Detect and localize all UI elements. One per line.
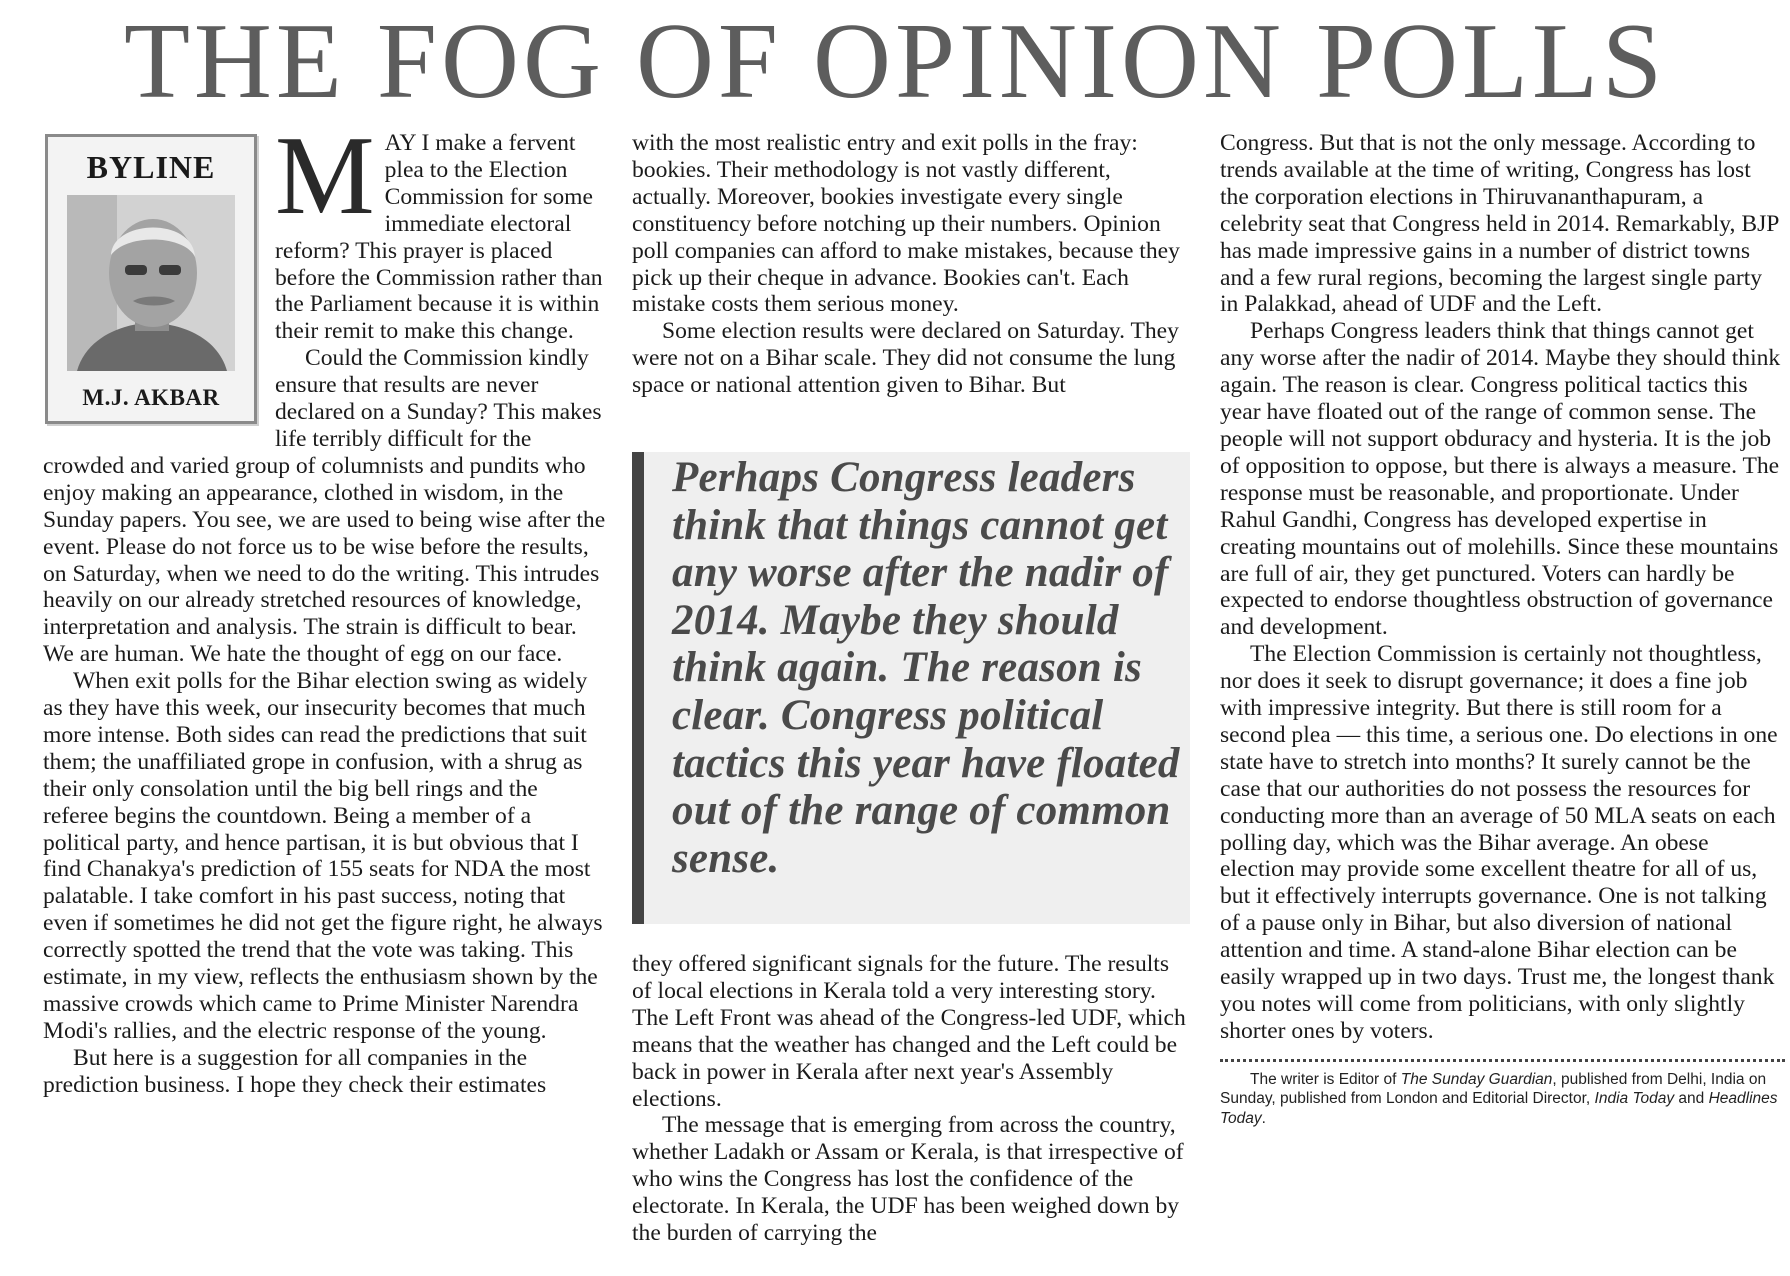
paragraph: they offered significant signals for the future. The results of local elections in Kerala told a very interesting story. The Left Front was ahead of the Congress-led UDF, which means that the weather has changed and the Left could be back in power in Kerala after next year's Assembly elections.: [632, 951, 1186, 1112]
paragraph: But here is a suggestion for all companies in the prediction business. I hope they check their estimates: [43, 1044, 547, 1098]
paragraph: The message that is emerging from across the country, whether Ladakh or Assam or Kerala, is that irrespective of who wins the Congress has lost the confidence of the electorate. In Kerala, the UDF has been weighed down by the burden of carrying the: [632, 1112, 1184, 1247]
footnote-text: and: [1674, 1090, 1709, 1108]
article-title: THE FOG OF OPINION POLLS: [123, 2, 1667, 121]
footnote-text: , published from Delhi, India on Sunday, published from London and Editorial Director,: [1220, 1070, 1767, 1108]
publication-name: India Today: [1594, 1090, 1675, 1108]
author-photo: [67, 195, 235, 371]
footnote-text: .: [1261, 1109, 1266, 1127]
paragraph: Perhaps Congress leaders think that things cannot get any worse after the nadir of 2014. Maybe they should think again. The reason is clear. Congress political tactics this year have floated out of the range of common sense. The people will not support obduracy and hysteria. It is the job of opposition to oppose, but there is always a measure. The response must be reasonable, and proportionate. Under Rahul Gandhi, Congress has developed expertise in creating mountains out of molehills. Since these mountains are full of air, they get punctured. Voters can hardly be expected to endorse thoughtless obstruction of governance and development.: [1220, 318, 1781, 641]
byline-box: [45, 134, 257, 424]
column-2-bottom: [632, 951, 1192, 1247]
paragraph: Some election results were declared on Saturday. They were not on a Bihar scale. They did not consume the lung space or national attention given to Bihar. But: [632, 318, 1179, 399]
publication-name: The Sunday Guardian: [1400, 1070, 1553, 1088]
pull-quote: Perhaps Congress leaders think that things cannot get any worse after the nadir of 2014. Maybe they should think again. The reason is clear. Congress political tactics this year have floated out of the range of common sense.: [632, 452, 1190, 924]
author-portrait-image: [67, 195, 235, 371]
paragraph-text: AY I make a fervent plea to the Election Commission for some immediate electoral reform? This prayer is placed before the Commission rather than the Parliament because it is within their remit to make this change.: [275, 130, 603, 345]
column-1: [43, 114, 608, 1099]
author-name: M.J. AKBAR: [82, 385, 220, 410]
paragraph: The Election Commission is certainly not thoughtless, nor does it seek to disrupt governance; it does a fine job with impressive integrity. But there is still room for a second plea — this time, a serious one. Do elections in one state have to stretch into months? It surely cannot be the case that our authorities do not possess the resources for conducting more than an average of 50 MLA seats on each polling day, which was the Bihar average. An obese election may provide some excellent theatre for all of us, but it effectively interrupts governance. One is not talking of a pause only in Bihar, but also diversion of national attention and time. A stand-alone Bihar election can be easily wrapped up in two days. Trust me, the longest thank you notes will come from politicians, with only slightly shorter ones by voters.: [1220, 641, 1778, 1044]
footnote-divider: [1220, 1059, 1785, 1062]
paragraph: Congress. But that is not the only message. According to trends available at the time of writing, Congress has lost the corporation elections in Thiruvananthapuram, a celebrity seat that Congress held in 2014. Remarkably, BJP has made impressive gains in a number of district towns and a few rural regions, becoming the largest single party in Palakkad, ahead of UDF and the Left.: [1220, 130, 1779, 318]
paragraph: When exit polls for the Bihar election swing as widely as they have this week, our insecurity becomes that much more intense. Both sides can read the predictions that suit them; the unaffiliated grope in confusion, with a shrug as their only consolation until the big bell rings and the referee begins the countdown. Being a member of a political party, and hence partisan, it is but obvious that I find Chanakya's prediction of 155 seats for NDA the most palatable. I take comfort in his past success, noting that even if sometimes he did not get the figure right, he always correctly spotted the trend that the vote was taking. This estimate, in my view, reflects the enthusiasm shown by the massive crowds which came to Prime Minister Narendra Modi's rallies, and the electric response of the young.: [43, 668, 603, 1044]
byline-label: BYLINE: [86, 149, 216, 185]
drop-cap: M: [275, 114, 375, 238]
author-footnote: [1220, 1070, 1785, 1129]
column-2-top: [632, 130, 1192, 399]
publication-name: Headlines Today: [1220, 1090, 1778, 1127]
footnote-text: The writer is Editor of: [1250, 1070, 1401, 1088]
column-3: [1220, 130, 1785, 1128]
paragraph: Could the Commission kindly ensure that results are never declared on a Sunday? This makes life terribly difficult for the crowded and varied group of columnists and pundits who enjoy making an appearance, clothed in wisdom, in the Sunday papers. You see, we are used to being wise after the event. Please do not force us to be wise before the results, on Saturday, when we need to do the writing. This intrudes heavily on our already stretched resources of knowledge, interpretation and analysis. The strain is difficult to bear. We are human. We hate the thought of egg on our face.: [43, 345, 606, 668]
paragraph: with the most realistic entry and exit polls in the fray: bookies. Their methodology is not vastly different, actually. Moreover, bookies investigate every single constituency before notching up their numbers. Opinion poll companies can afford to make mistakes, because they pick up their cheque in advance. Bookies can't. Each mistake costs them serious money.: [632, 130, 1180, 318]
